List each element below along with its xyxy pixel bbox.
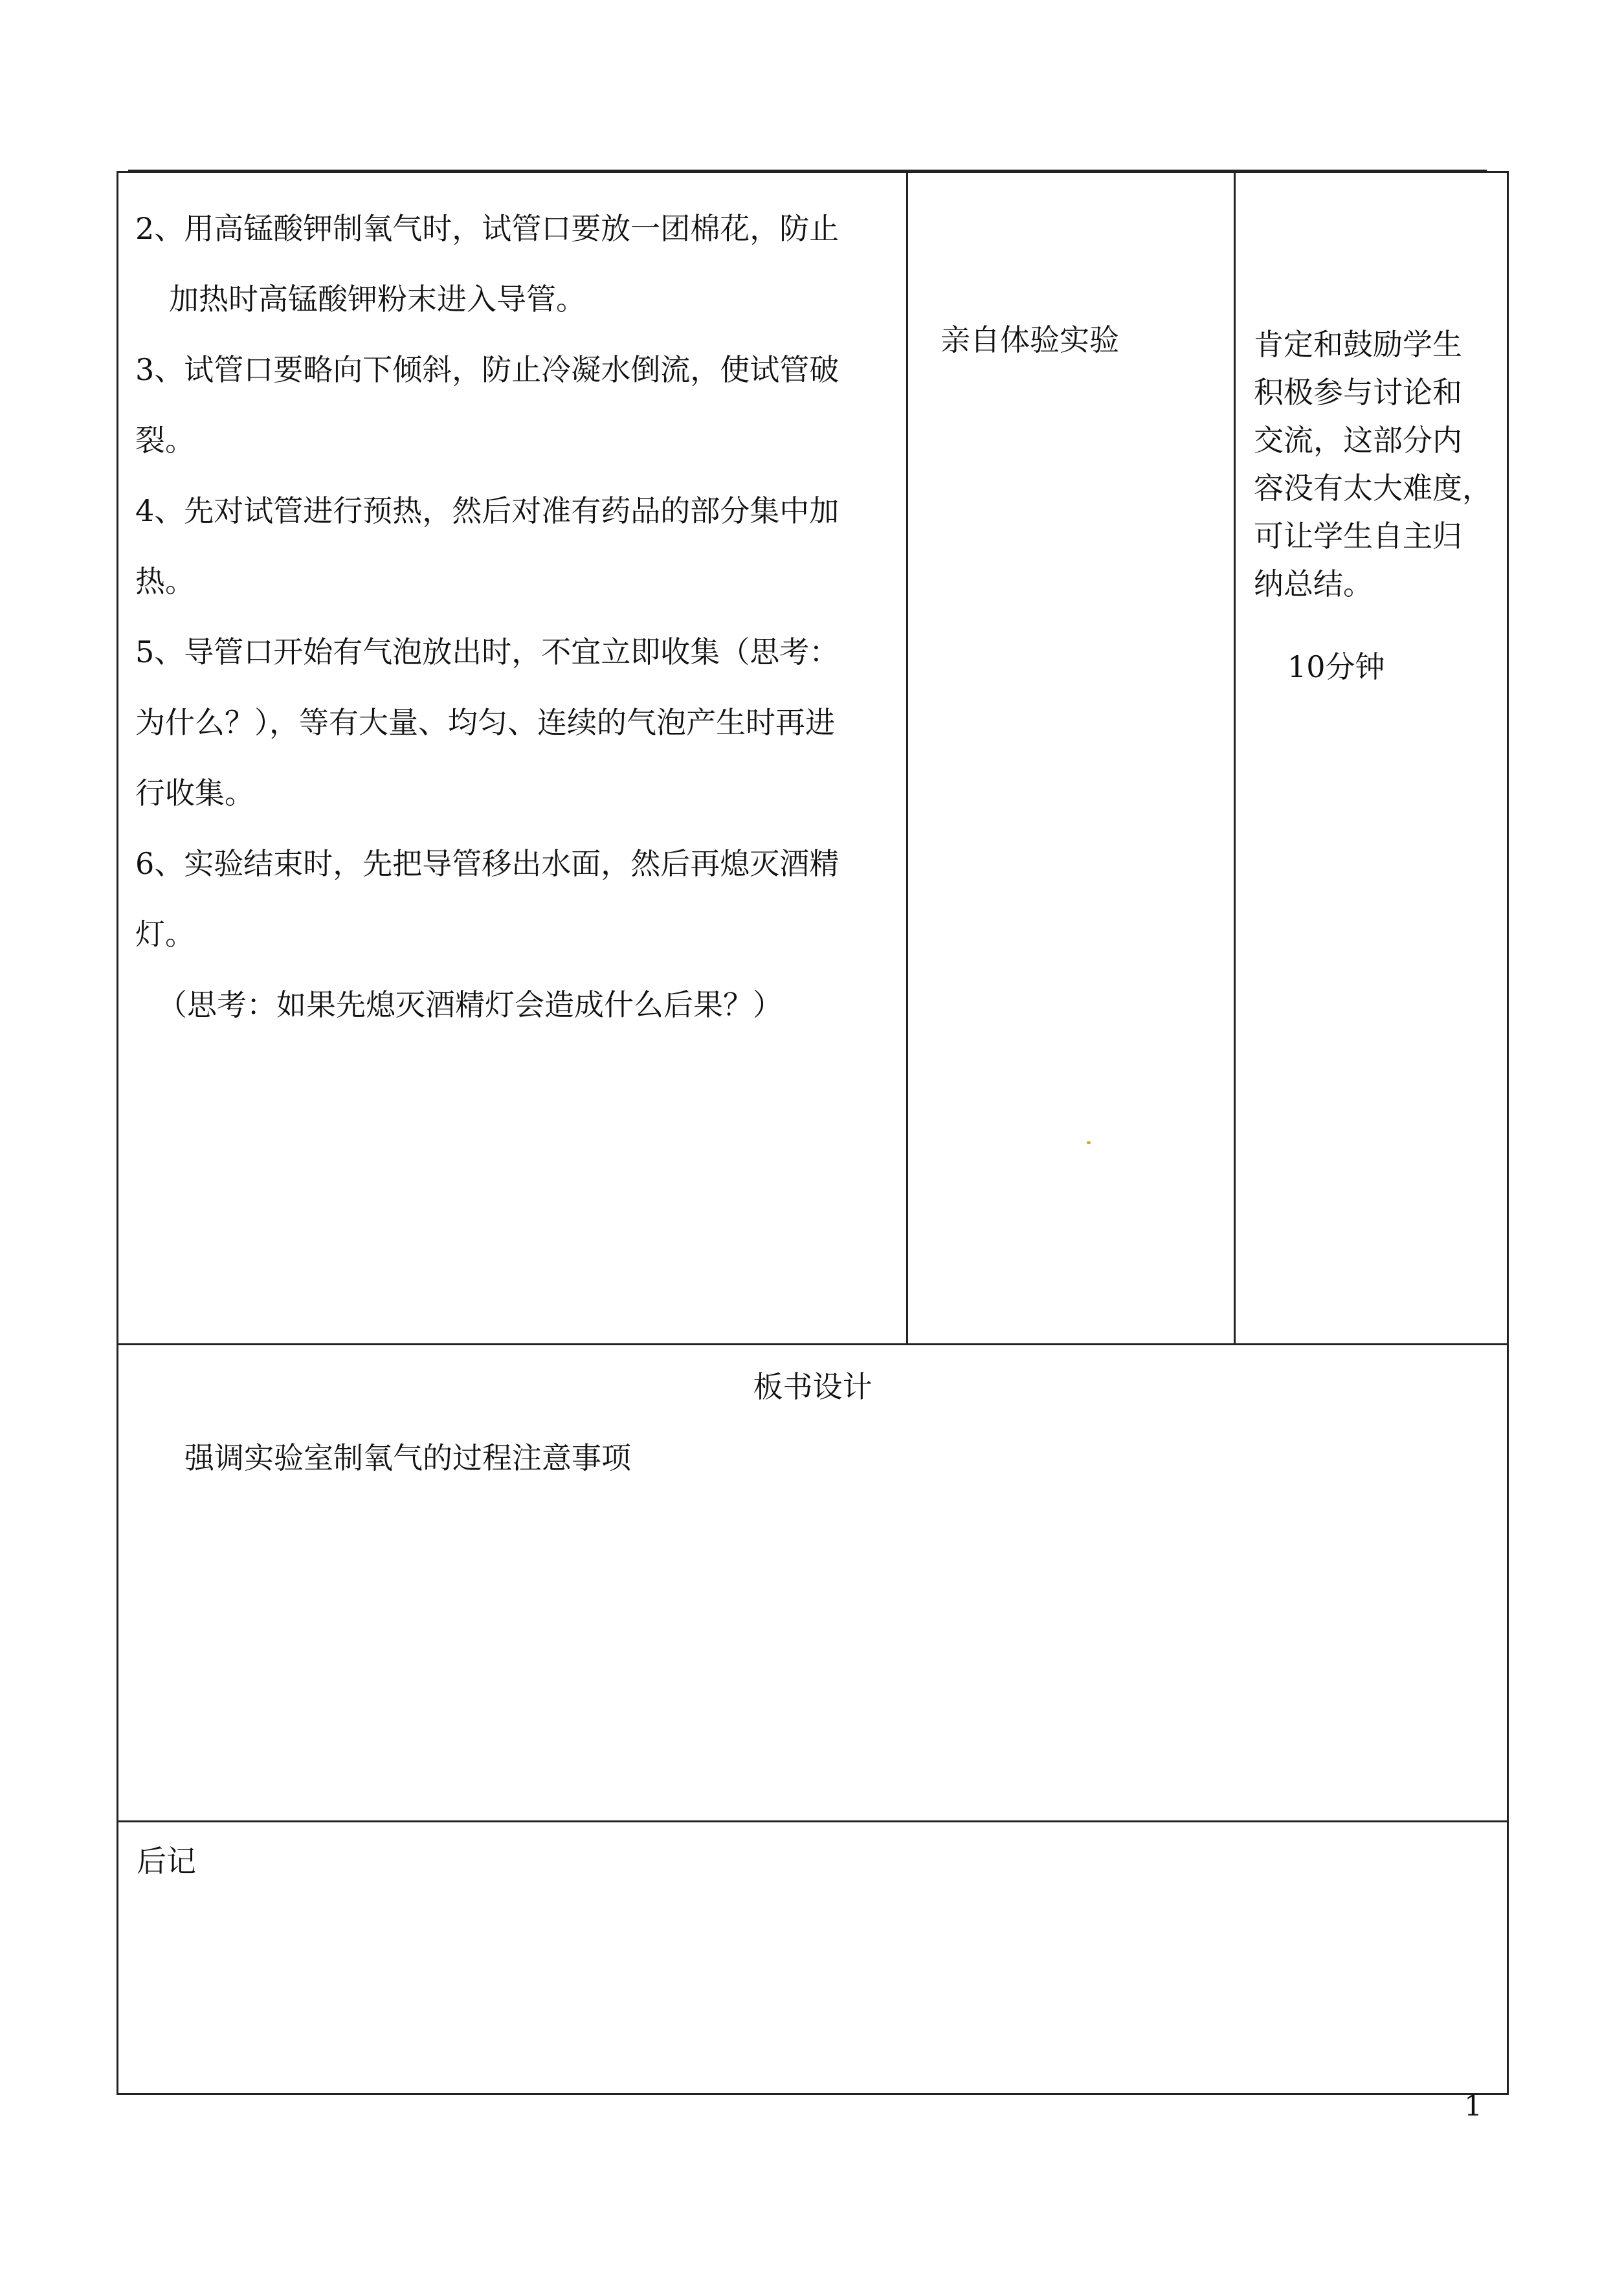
step-line: 3、试管口要略向下倾斜，防止冷凝水倒流，使试管破 (135, 352, 840, 387)
step-line: 5、导管口开始有气泡放出时，不宜立即收集（思考： (135, 634, 840, 669)
step-line: 2、用高锰酸钾制氧气时，试管口要放一团棉花，防止 (135, 211, 840, 246)
lesson-table (117, 171, 1509, 2095)
step-line: 裂。 (135, 423, 195, 458)
student-activity-cell (907, 172, 1235, 1345)
page-number: 1 (1464, 2090, 1482, 2123)
step-line: 4、先对试管进行预热，然后对准有药品的部分集中加 (135, 493, 840, 528)
teaching-content-cell (118, 172, 907, 1345)
time-allocation: 10分钟 (1287, 649, 1385, 684)
board-design-content: 强调实验室制氧气的过程注意事项 (184, 1440, 631, 1475)
step-line: 热。 (135, 564, 195, 599)
teacher-note-line: 可让学生自主归 (1254, 519, 1462, 554)
board-design-title: 板书设计 (753, 1369, 873, 1404)
postscript-label: 后记 (137, 1844, 196, 1879)
step-line: 为什么？），等有大量、均匀、连续的气泡产生时再进 (135, 705, 835, 740)
board-design-row (118, 1345, 1508, 1822)
lesson-content-row (118, 172, 1508, 1345)
teacher-notes-cell (1235, 172, 1508, 1345)
teacher-note-line: 容没有太大难度， (1254, 471, 1492, 506)
postscript-cell (118, 1822, 1508, 2094)
step-line: 灯。 (135, 917, 195, 952)
board-design-cell (118, 1345, 1508, 1822)
stray-mark (1087, 1141, 1091, 1144)
student-activity-text: 亲自体验实验 (940, 322, 1119, 357)
teacher-note-line: 交流，这部分内 (1254, 423, 1462, 458)
teacher-note-line: 纳总结。 (1254, 566, 1373, 601)
teacher-note-line: 肯定和鼓励学生 (1254, 327, 1462, 362)
step-line: （思考：如果先熄灭酒精灯会造成什么后果？） (157, 987, 783, 1022)
step-line: 行收集。 (135, 776, 254, 811)
postscript-row (118, 1822, 1508, 2094)
teacher-note-line: 积极参与讨论和 (1254, 375, 1462, 410)
step-line: 6、实验结束时，先把导管移出水面，然后再熄灭酒精 (135, 846, 840, 881)
step-line: 加热时高锰酸钾粉末进入导管。 (169, 282, 586, 317)
